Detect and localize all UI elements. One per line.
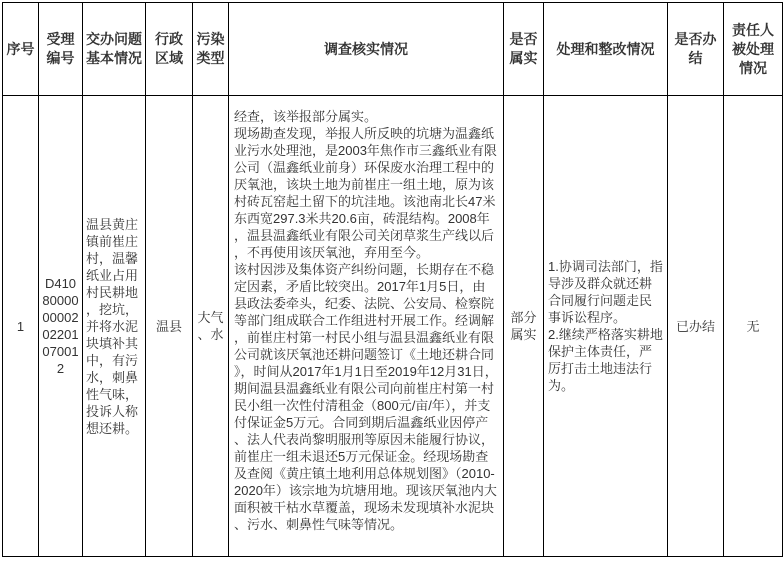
header-problem-basics: 交办问题基本情况 xyxy=(83,3,146,96)
cell-serial-number: 1 xyxy=(3,96,39,557)
cell-investigation xyxy=(229,96,504,557)
header-verified: 是否属实 xyxy=(504,3,544,96)
header-investigation: 调查核实情况 xyxy=(229,3,504,96)
handling-item-2: 2.继续严格落实耕地保护主体责任，严厉打击土地违法行为。 xyxy=(548,327,663,393)
cell-problem-basics: 温县黄庄镇前崔庄村，温馨纸业占用村民耕地，挖坑，并将水泥块填补其中，有污水，刺鼻性气味，投诉人称想还耕。 xyxy=(83,96,146,557)
header-row xyxy=(3,3,783,96)
header-pollution-type: 污染类型 xyxy=(193,3,229,96)
cell-accountability: 无 xyxy=(724,96,783,557)
header-administrative-region: 行政区域 xyxy=(146,3,193,96)
handling-item-1: 1.协调司法部门，指导涉及群众就还耕合同履行问题走民事诉讼程序。 xyxy=(548,259,663,325)
cell-acceptance-number: D410800000000202201070012 xyxy=(39,96,83,557)
cell-verified: 部分属实 xyxy=(504,96,544,557)
investigation-paragraph-1: 经查，该举报部分属实。 xyxy=(234,109,378,124)
investigation-paragraph-2: 现场勘查发现，举报人所反映的坑塘为温鑫纸业污水处理池，是2003年焦作市三鑫纸业有限公司（温鑫纸业前身）环保废水治理工程中的厌氧池，该块土地为前崔庄一组土地，原为该村砖瓦窑起土留下的坑洼地。该池南北长47米东西宽297.3米共20.6亩，砖混结构。2008年，温县温鑫纸业有限公司关闭草浆生产线以后，不再使用该厌氧池，弃用至今。 xyxy=(234,126,497,260)
header-serial-number: 序号 xyxy=(3,3,39,96)
investigation-paragraph-3: 该村因涉及集体资产纠纷问题，长期存在不稳定因素，矛盾比较突出。2017年1月5日，由县政法委牵头，纪委、法院、公安局、检察院等部门组成联合工作组进村开展工作。经调解，前崔庄村第一村民小组与温县温鑫纸业有限公司就该厌氧池还耕问题签订《土地还耕合同》，时间从2017年1月1日至2019年12月31日，期间温县温鑫纸业有限公司向前崔庄村第一村民小组一次性付清租金（800元/亩/年），并支付保证金5万元。合同到期后温鑫纸业因停产、法人代表尚黎明服刑等原因未能履行协议，前崔庄一组未退还5万元保证金。经现场勘查及查阅《黄庄镇土地利用总体规划图》（2010-2020年）该宗地为坑塘用地。现该厌氧池内大面积被干枯水草覆盖，现场未发现填补水泥块、污水、刺鼻性气味等情况。 xyxy=(234,262,498,532)
cell-handling-rectification xyxy=(544,96,668,557)
cell-pollution-type: 大气、水 xyxy=(193,96,229,557)
header-acceptance-number: 受理编号 xyxy=(39,3,83,96)
table-row xyxy=(3,96,783,557)
cell-administrative-region: 温县 xyxy=(146,96,193,557)
cell-completed: 已办结 xyxy=(668,96,724,557)
complaint-handling-table xyxy=(2,2,783,557)
header-accountability: 责任人被处理情况 xyxy=(724,3,783,96)
header-handling-rectification: 处理和整改情况 xyxy=(544,3,668,96)
header-completed: 是否办结 xyxy=(668,3,724,96)
